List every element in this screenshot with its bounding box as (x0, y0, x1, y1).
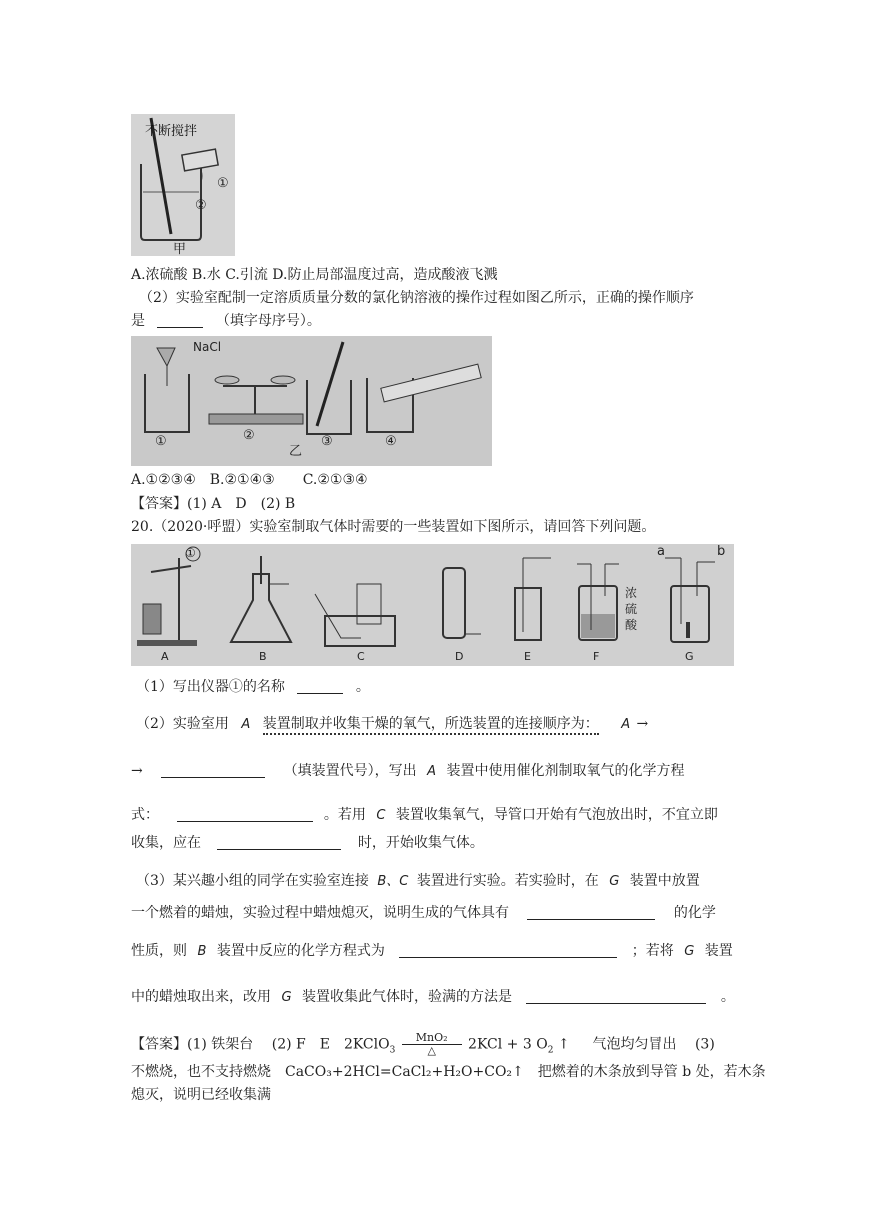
figure-jia (131, 114, 235, 256)
q2-options: A.①②③④ B.②①④③ C.②①③④ (131, 472, 368, 488)
label-c-italic: C (376, 808, 386, 823)
sub-question-3-line3 (131, 942, 733, 961)
sq3-l3-post: 装置 (704, 943, 733, 959)
ans2-sub3: 3 (389, 1045, 396, 1056)
sub-question-2-line3 (131, 806, 718, 825)
nacl-solution-steps-illustration (131, 336, 492, 466)
ans2-sub2: 2 (547, 1045, 554, 1056)
question-20-title: 20.（2020·呼盟）实验室制取气体时需要的一些装置如下图所示，请回答下列问题。 (131, 519, 656, 535)
answer-2-line2: 不燃烧，也不支持燃烧 CaCO₃+2HCl=CaCl₂+H₂O+CO₂↑ 把燃着的木条放到导管 b 处，若木条 (131, 1064, 766, 1080)
f-text-3: 酸 (625, 618, 638, 632)
sq2-mid: 装置制取并收集干燥的氧气，所选装置的连接顺序为： (263, 716, 599, 735)
sq3-l3-mid2: ；若将 (631, 943, 674, 959)
sub-question-3-line4 (131, 988, 735, 1007)
answer-blank[interactable] (526, 989, 706, 1004)
sq3-l4-pre: 中的蜡烛取出来，改用 (131, 989, 271, 1005)
sq3-mid: 装置进行实验。若实验时，在 (416, 873, 599, 889)
label-g-italic: G (609, 874, 620, 889)
figure-caption-yi: 乙 (289, 444, 303, 459)
q2-text-line1: （2）实验室配制一定溶质质量分数的氯化钠溶液的操作过程如图乙所示，正确的操作顺序 (139, 290, 694, 306)
ans2-post: 2KCl + 3 O (468, 1036, 548, 1053)
label-marker-2: ② (195, 198, 207, 213)
q2-text-line2 (131, 312, 321, 330)
apparatus-label-g: G (685, 650, 694, 663)
answer-blank[interactable] (161, 763, 265, 778)
sq3-l3-mid: 装置中反应的化学方程式为 (216, 943, 385, 959)
sq1-text: （1）写出仪器①的名称 (136, 679, 285, 695)
sq2-l2-mid: （填装置代号），写出 (283, 763, 417, 779)
marker-1: ① (185, 546, 196, 560)
answer-blank[interactable] (527, 905, 655, 920)
g-label-b: b (717, 544, 726, 559)
sub-question-3-line2 (131, 904, 716, 922)
sub-question-3-line1 (136, 872, 700, 891)
step-label-1: ① (155, 434, 167, 449)
apparatus-label-e: E (524, 650, 531, 663)
apparatus-label-d: D (455, 650, 464, 663)
q2-post: （填字母序号）。 (215, 313, 321, 329)
label-stir: 不断搅拌 (145, 124, 198, 139)
label-a-italic: A (427, 764, 436, 779)
apparatus-label-c: C (357, 650, 365, 663)
sq2-l4-post: 时，开始收集气体。 (357, 835, 484, 851)
sq2-l4-pre: 收集，应在 (131, 835, 201, 851)
figure-yi (131, 336, 492, 466)
ans2-tail: 气泡均匀冒出 (3) (574, 1036, 715, 1053)
label-bc-italic: B、C (377, 874, 409, 889)
label-g-italic: G (281, 990, 292, 1005)
sq3-l2-post: 的化学 (673, 905, 716, 921)
label-nacl: NaCl (193, 340, 222, 354)
sq2-l3-post: 装置收集氧气，导管口开始有气泡放出时，不宜立即 (395, 807, 718, 823)
catalyst: MnO₂ (402, 1032, 462, 1045)
sub-question-2-line1 (136, 715, 648, 734)
sq3-pre: （3）某兴趣小组的同学在实验室连接 (136, 873, 369, 889)
arrow-icon: → (131, 763, 143, 779)
sub-question-2-line4 (131, 834, 484, 852)
answer-2-line3: 熄灭，说明已经收集满 (131, 1087, 271, 1103)
step-label-2: ② (243, 428, 255, 443)
label-a-italic: A (241, 717, 251, 732)
label-a-italic: A (621, 717, 631, 732)
sq3-l4-mid: 装置收集此气体时，验满的方法是 (301, 989, 512, 1005)
sub-question-1 (136, 678, 370, 696)
reaction-condition (402, 1032, 462, 1057)
answer-blank[interactable] (399, 943, 617, 958)
apparatus-label-b: B (259, 650, 267, 663)
label-b-italic: B (197, 944, 207, 959)
sq3-l2-pre: 一个燃着的蜡烛，实验过程中蜡烛熄灭，说明生成的气体具有 (131, 905, 509, 921)
arrow-icon: → (636, 716, 649, 732)
sq2-pre: （2）实验室用 (136, 716, 229, 732)
apparatus-label-a: A (161, 650, 169, 663)
apparatus-label-f: F (593, 650, 600, 663)
g-label-a: a (657, 544, 665, 559)
step-label-4: ④ (385, 434, 397, 449)
f-text-1: 浓 (625, 586, 638, 600)
sq3-l4-post: 。 (720, 989, 735, 1005)
ans2-pre: 【答案】(1) 铁架台 (2) F E 2KClO (131, 1036, 390, 1053)
label-g-italic: G (684, 944, 695, 959)
sq2-l3-pre: 式： (131, 807, 159, 823)
up-arrow-icon: ↑ (557, 1036, 570, 1053)
question-options-1: A.浓硫酸 B.水 C.引流 D.防止局部温度过高，造成酸液飞溅 (131, 267, 498, 283)
sub-question-2-line2 (131, 762, 684, 781)
sq3-l3-pre: 性质，则 (131, 943, 187, 959)
sq3-post: 装置中放置 (629, 873, 700, 889)
sq1-end: 。 (355, 679, 370, 695)
figure-apparatus (131, 544, 734, 666)
figure-caption-jia: 甲 (173, 242, 187, 256)
answer-blank[interactable] (157, 313, 203, 328)
q2-pre: 是 (131, 313, 145, 329)
gas-apparatus-illustration (131, 544, 734, 666)
answer-1: 【答案】(1) A D (2) B (131, 496, 296, 512)
answer-blank[interactable] (177, 807, 313, 822)
answer-2-line1 (131, 1032, 715, 1059)
sq2-l2-post: 装置中使用催化剂制取氧气的化学方程 (446, 763, 685, 779)
label-marker-1: ① (217, 176, 229, 191)
answer-blank[interactable] (217, 835, 341, 850)
f-text-2: 硫 (625, 602, 638, 616)
answer-blank[interactable] (297, 679, 343, 694)
sq2-l3-mid: 。若用 (323, 807, 366, 823)
step-label-3: ③ (321, 434, 333, 449)
heat-symbol: △ (427, 1044, 436, 1057)
